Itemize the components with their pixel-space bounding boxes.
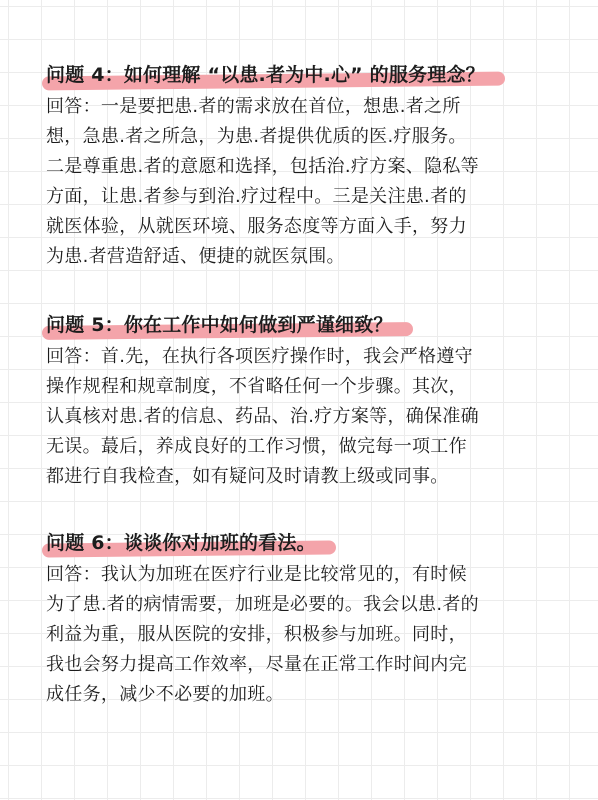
qa-block-6 (46, 528, 566, 710)
answer-line: 无误。蕞后，养成良好的工作习惯，做完每一项工作 (46, 436, 467, 457)
answer-line: 回答：我认为加班在医疗行业是比较常见的，有时候 (46, 564, 467, 585)
answer-line: 操作规程和规章制度，不省略任何一个步骤。其次， (46, 376, 467, 397)
answer-line: 为患.者营造舒适、便捷的就医氛围。 (46, 246, 345, 267)
question-heading (46, 310, 399, 340)
question-text: 问题 4：如何理解 “以患.者为中.心” 的服务理念？ (46, 64, 485, 86)
answer-line: 利益为重，服从医院的安排，积极参与加班。同时， (46, 624, 467, 645)
answer-line: 方面，让患.者参与到治.疗过程中。三是关注患.者的 (46, 186, 467, 207)
qa-block-5 (46, 310, 566, 492)
answer-line: 为了患.者的病情需要，加班是必要的。我会以患.者的 (46, 594, 479, 615)
question-text: 问题 6：谈谈你对加班的看法。 (46, 532, 316, 554)
answer-paragraph (46, 342, 566, 492)
answer-paragraph (46, 560, 566, 710)
answer-line: 回答：一是要把患.者的需求放在首位，想患.者之所 (46, 96, 461, 117)
question-heading (46, 528, 322, 558)
answer-line: 成任务，减少不必要的加班。 (46, 684, 284, 705)
answer-line: 就医体验，从就医环境、服务态度等方面入手，努力 (46, 216, 467, 237)
answer-line: 认真核对患.者的信息、药品、治.疗方案等，确保准确 (46, 406, 479, 427)
answer-line: 我也会努力提高工作效率，尽量在正常工作时间内完 (46, 654, 467, 675)
question-text: 问题 5：你在工作中如何做到严谨细致？ (46, 314, 393, 336)
answer-line: 二是尊重患.者的意愿和选择，包括治.疗方案、隐私等 (46, 156, 479, 177)
answer-line: 想，急患.者之所急，为患.者提供优质的医.疗服务。 (46, 126, 467, 147)
answer-line: 回答：首.先，在执行各项医疗操作时，我会严格遵守 (46, 346, 473, 367)
qa-block-4 (46, 60, 566, 272)
question-heading (46, 60, 491, 90)
answer-line: 都进行自我检查，如有疑问及时请教上级或同事。 (46, 466, 449, 487)
answer-paragraph (46, 92, 566, 272)
